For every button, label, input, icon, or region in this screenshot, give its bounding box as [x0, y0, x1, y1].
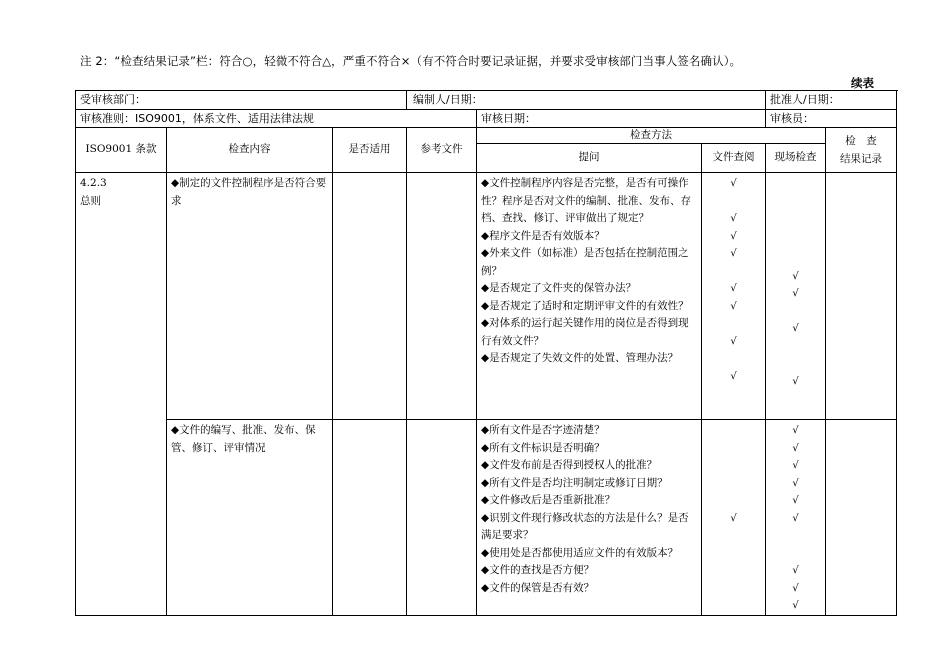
dept-field[interactable]: 受审核部门： [76, 91, 407, 110]
column-header-row-1 [76, 128, 897, 144]
col-doc-review: 文件查阅 [702, 144, 766, 173]
reference-cell[interactable] [407, 420, 477, 616]
tick-mark [706, 350, 761, 368]
list-item: ◆所有文件是否均注明制定或修订日期？ [481, 476, 668, 489]
tick-mark: √ [730, 283, 737, 294]
list-item: ◆文件控制程序内容是否完整，是否有可操作性？程序是否对文件的编制、批准、发布、存档、查找、修订、评审做出了规定？ [481, 177, 691, 224]
list-item: ◆使用处是否都使用适应文件的有效版本？ [481, 546, 679, 559]
tick-mark: √ [792, 565, 799, 576]
col-result-line2: 结果记录 [840, 153, 882, 165]
tick-mark [770, 545, 821, 563]
tick-mark [770, 250, 821, 268]
tick-mark [706, 457, 761, 475]
tick-mark: √ [730, 300, 737, 312]
tick-mark [770, 338, 821, 356]
tick-mark: √ [792, 323, 799, 334]
tick-mark: √ [792, 582, 799, 594]
reference-cell[interactable] [407, 173, 477, 420]
list-item: ◆文件的查找是否方便？ [481, 564, 595, 576]
tick-mark [770, 233, 821, 251]
continued-label: 续表 [851, 76, 874, 90]
tick-mark: √ [730, 230, 737, 242]
list-item: ◆程序文件是否有效版本？ [481, 229, 605, 242]
clause-cell [76, 173, 167, 616]
col-result-line1: 检 查 [845, 135, 877, 147]
col-method: 检查方法 [477, 128, 826, 144]
tick-mark [770, 527, 821, 545]
clause-name: 总则 [80, 194, 101, 207]
content-cell: ◆制定的文件控制程序是否符合要求 [167, 173, 333, 420]
result-cell[interactable] [826, 420, 897, 616]
doc-review-ticks[interactable] [702, 420, 766, 616]
criteria-field[interactable]: 审核准则：ISO9001，体系文件、适用法律法规 [76, 109, 477, 128]
col-content: 检查内容 [167, 128, 333, 173]
tick-mark: √ [792, 477, 799, 489]
tick-mark [706, 492, 761, 510]
list-item: ◆是否规定了适时和定期评审文件的有效性？ [481, 299, 689, 312]
list-item: ◆是否规定了文件夹的保管办法？ [481, 282, 637, 294]
content-cell: ◆文件的编写、批准、发布、保管、修订、评审情况 [167, 420, 333, 616]
tick-mark [770, 215, 821, 233]
instruction-note: 注 2：“检查结果记录”栏：符合○，轻微不符合△，严重不符合×（有不符合时要记录证据，并要求受审核部门当事人签名确认）。 [80, 54, 742, 68]
header-row-1 [76, 91, 897, 110]
site-check-ticks[interactable] [766, 420, 826, 616]
approver-date-field[interactable]: 批准人/日期： [766, 91, 897, 110]
tick-mark: √ [792, 425, 799, 436]
editor-date-field[interactable]: 编制人/日期： [407, 91, 766, 110]
col-site-check: 现场检查 [766, 144, 826, 173]
col-result [826, 128, 897, 173]
tick-mark: √ [792, 460, 799, 471]
tick-mark: √ [792, 495, 799, 506]
list-item: ◆文件发布前是否得到授权人的批准？ [481, 459, 658, 471]
table-row [76, 420, 897, 616]
tick-mark [706, 475, 761, 493]
tick-mark: √ [730, 335, 737, 347]
table-row [76, 173, 897, 420]
list-item: ◆外来文件（如标准）是否包括在控制范围之例？ [481, 247, 689, 277]
list-item: ◆识别文件现行修改状态的方法是什么？是否满足要求？ [481, 511, 689, 541]
auditor-field[interactable]: 审核员： [766, 109, 897, 128]
col-applicable: 是否适用 [333, 128, 407, 173]
tick-mark: √ [730, 370, 737, 382]
questions-cell [477, 173, 702, 420]
applicable-cell[interactable] [333, 420, 407, 616]
header-row-2 [76, 109, 897, 128]
list-item: ◆文件的保管是否有效？ [481, 581, 595, 594]
tick-mark [706, 263, 761, 281]
col-question: 提问 [477, 144, 702, 173]
tick-mark: √ [730, 213, 737, 224]
site-check-ticks[interactable] [766, 173, 826, 420]
tick-mark: √ [792, 512, 799, 524]
tick-mark: √ [792, 600, 799, 611]
tick-mark: √ [730, 248, 737, 259]
list-item: ◆对体系的运行起关键作用的岗位是否得到现行有效文件？ [481, 317, 689, 347]
tick-mark: √ [792, 375, 799, 387]
list-item: ◆所有文件是否字迹清楚？ [481, 424, 605, 436]
tick-mark: √ [730, 178, 737, 189]
audit-checklist-table [75, 90, 897, 616]
tick-mark [770, 303, 821, 321]
tick-mark [706, 422, 761, 440]
audit-date-field[interactable]: 审核日期： [477, 109, 766, 128]
list-item: ◆所有文件标识是否明确？ [481, 441, 605, 454]
tick-mark: √ [792, 288, 799, 299]
list-item: ◆文件修改后是否重新批准？ [481, 494, 616, 506]
list-item: ◆是否规定了失效文件的处置、管理办法？ [481, 352, 679, 364]
tick-mark [770, 355, 821, 373]
result-cell[interactable] [826, 173, 897, 420]
questions-cell [477, 420, 702, 616]
tick-mark: √ [792, 270, 799, 282]
col-clause: ISO9001 条款 [76, 128, 167, 173]
clause-number: 4.2.3 [80, 177, 107, 189]
doc-review-ticks[interactable] [702, 173, 766, 420]
col-reference: 参考文件 [407, 128, 477, 173]
tick-mark: √ [730, 512, 737, 524]
tick-mark [706, 315, 761, 333]
applicable-cell[interactable] [333, 173, 407, 420]
tick-mark [706, 440, 761, 458]
tick-mark [706, 193, 761, 211]
tick-mark: √ [792, 442, 799, 454]
